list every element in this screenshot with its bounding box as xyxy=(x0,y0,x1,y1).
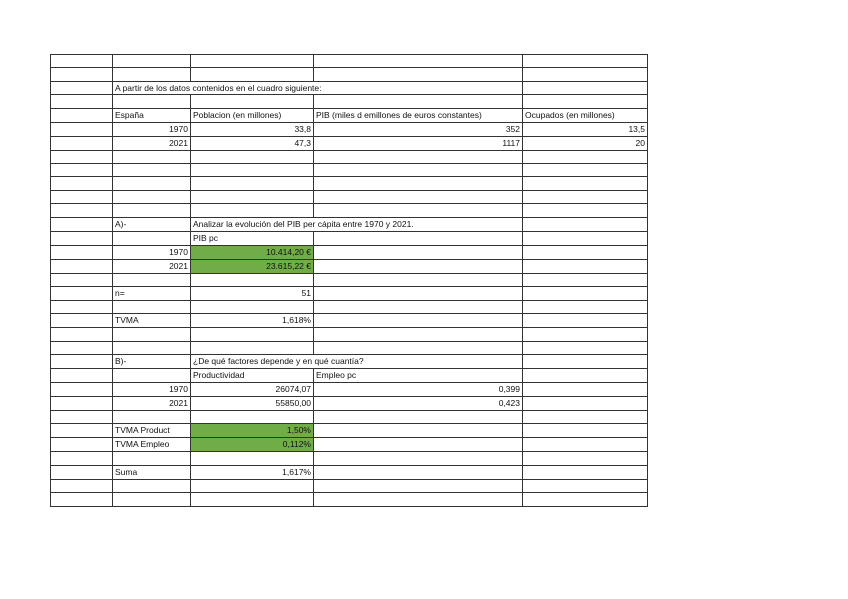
poblacion-cell[interactable]: 33,8 xyxy=(191,122,314,136)
cell[interactable] xyxy=(314,465,523,479)
cell[interactable] xyxy=(51,397,113,411)
cell[interactable] xyxy=(51,108,113,122)
cell[interactable] xyxy=(113,204,191,217)
cell[interactable] xyxy=(523,452,648,465)
cell[interactable] xyxy=(523,479,648,492)
cell[interactable] xyxy=(51,465,113,479)
cell[interactable] xyxy=(51,452,113,465)
cell[interactable] xyxy=(523,81,648,94)
cell[interactable] xyxy=(523,341,648,354)
cell[interactable] xyxy=(191,493,314,506)
tvma-empleo-label[interactable]: TVMA Empleo xyxy=(113,438,191,452)
question-a-cell[interactable] xyxy=(191,217,414,231)
cell[interactable] xyxy=(113,68,191,81)
cell[interactable] xyxy=(314,204,523,217)
cell[interactable] xyxy=(523,397,648,411)
cell[interactable] xyxy=(113,150,191,163)
suma-value[interactable]: 1,617% xyxy=(191,465,314,479)
cell[interactable] xyxy=(523,383,648,397)
cell[interactable] xyxy=(523,55,648,68)
cell[interactable] xyxy=(113,190,191,203)
header-ocupados[interactable]: Ocupados (en millones) xyxy=(523,108,648,122)
cell[interactable] xyxy=(191,190,314,203)
pib-cell[interactable]: 1117 xyxy=(314,136,523,150)
spreadsheet-grid xyxy=(50,54,648,507)
cell[interactable] xyxy=(314,68,523,81)
cell[interactable] xyxy=(51,81,113,94)
cell[interactable] xyxy=(314,259,523,273)
productividad-header[interactable]: Productividad xyxy=(191,369,314,383)
cell[interactable] xyxy=(113,452,191,465)
header-poblacion[interactable]: Poblacion (en millones) xyxy=(191,108,314,122)
table-row xyxy=(51,245,648,259)
cell[interactable] xyxy=(51,68,113,81)
poblacion-cell[interactable]: 47,3 xyxy=(191,136,314,150)
cell[interactable] xyxy=(523,217,648,231)
cell[interactable] xyxy=(51,286,113,300)
ocupados-cell[interactable]: 13,5 xyxy=(523,122,648,136)
cell[interactable] xyxy=(191,163,314,176)
cell[interactable] xyxy=(191,328,314,341)
cell[interactable] xyxy=(191,55,314,68)
cell[interactable] xyxy=(523,355,648,369)
intro-text-cell[interactable] xyxy=(113,81,322,94)
cell[interactable] xyxy=(314,452,523,465)
cell[interactable] xyxy=(191,273,314,286)
cell[interactable] xyxy=(191,341,314,354)
sheet-row xyxy=(51,231,648,245)
sheet-row xyxy=(51,150,648,163)
cell[interactable] xyxy=(191,479,314,492)
pib-pc-value[interactable]: 23.615,22 € xyxy=(191,259,314,273)
sheet-row xyxy=(51,95,648,108)
pib-pc-header[interactable]: PIB pc xyxy=(191,231,314,245)
section-a-label[interactable]: A)- xyxy=(113,217,191,231)
cell[interactable] xyxy=(523,493,648,506)
sheet-row xyxy=(51,190,648,203)
year-cell[interactable]: 2021 xyxy=(113,397,191,411)
cell[interactable] xyxy=(191,68,314,81)
cell[interactable] xyxy=(523,369,648,383)
year-cell[interactable]: 2021 xyxy=(113,136,191,150)
tvma-product-value[interactable]: 1,50% xyxy=(191,424,314,438)
sheet-row xyxy=(51,369,648,383)
cell[interactable] xyxy=(51,479,113,492)
table-row xyxy=(51,383,648,397)
cell[interactable] xyxy=(51,217,113,231)
cell[interactable] xyxy=(523,411,648,424)
cell[interactable] xyxy=(523,68,648,81)
cell[interactable] xyxy=(51,231,113,245)
sheet-row xyxy=(51,424,648,438)
cell[interactable] xyxy=(51,190,113,203)
cell[interactable] xyxy=(314,411,523,424)
sheet-row xyxy=(51,286,648,300)
sheet-row xyxy=(51,204,648,217)
tvma-empleo-value[interactable]: 0,112% xyxy=(191,438,314,452)
cell[interactable] xyxy=(51,259,113,273)
sheet-row xyxy=(51,493,648,506)
sheet-row xyxy=(51,341,648,354)
sheet-row xyxy=(51,314,648,328)
cell[interactable] xyxy=(523,95,648,108)
year-cell[interactable]: 1970 xyxy=(113,383,191,397)
cell[interactable] xyxy=(51,438,113,452)
cell[interactable] xyxy=(314,479,523,492)
productividad-cell[interactable]: 26074,07 xyxy=(191,383,314,397)
cell[interactable] xyxy=(314,328,523,341)
n-label[interactable]: n= xyxy=(113,286,191,300)
cell[interactable] xyxy=(523,465,648,479)
sheet-row xyxy=(51,438,648,452)
empleo-cell[interactable]: 0,423 xyxy=(314,397,523,411)
cell[interactable] xyxy=(113,411,191,424)
cell[interactable] xyxy=(191,204,314,217)
cell[interactable] xyxy=(314,190,523,203)
sheet-row xyxy=(51,452,648,465)
cell[interactable] xyxy=(523,286,648,300)
ocupados-cell[interactable]: 20 xyxy=(523,136,648,150)
cell[interactable] xyxy=(51,245,113,259)
cell[interactable] xyxy=(113,273,191,286)
table-row xyxy=(51,136,648,150)
year-cell[interactable]: 2021 xyxy=(113,259,191,273)
cell[interactable] xyxy=(51,355,113,369)
cell[interactable] xyxy=(314,424,523,438)
cell[interactable] xyxy=(113,55,191,68)
cell[interactable] xyxy=(51,383,113,397)
section-b-label[interactable]: B)- xyxy=(113,355,191,369)
cell[interactable] xyxy=(314,314,523,328)
productividad-cell[interactable]: 55850,00 xyxy=(191,397,314,411)
sheet-row xyxy=(51,177,648,190)
question-b-text: ¿De qué factores depende y en qué cuantía? xyxy=(193,356,364,367)
cell[interactable] xyxy=(523,300,648,313)
cell[interactable] xyxy=(113,479,191,492)
intro-text: A partir de los datos contenidos en el cuadro siguiente: xyxy=(115,82,322,93)
cell[interactable] xyxy=(314,163,523,176)
cell[interactable] xyxy=(191,411,314,424)
cell[interactable] xyxy=(113,341,191,354)
cell[interactable] xyxy=(523,231,648,245)
cell[interactable] xyxy=(113,163,191,176)
cell[interactable] xyxy=(314,95,523,108)
tvma-label[interactable]: TVMA xyxy=(113,314,191,328)
cell[interactable] xyxy=(51,314,113,328)
cell[interactable] xyxy=(51,300,113,313)
sheet-row xyxy=(51,68,648,81)
cell[interactable] xyxy=(113,300,191,313)
cell[interactable] xyxy=(314,286,523,300)
sheet-row xyxy=(51,479,648,492)
pib-cell[interactable]: 352 xyxy=(314,122,523,136)
cell[interactable] xyxy=(523,190,648,203)
cell[interactable] xyxy=(314,341,523,354)
cell[interactable] xyxy=(314,300,523,313)
cell[interactable] xyxy=(191,177,314,190)
header-pib[interactable]: PIB (miles d emillones de euros constantes) xyxy=(314,108,523,122)
cell[interactable] xyxy=(314,55,523,68)
cell[interactable] xyxy=(314,81,523,94)
sheet-row xyxy=(51,81,648,94)
sheet-row xyxy=(51,355,648,369)
sheet-row xyxy=(51,217,648,231)
header-espana[interactable]: España xyxy=(113,108,191,122)
question-a-text: Analizar la evolución del PIB per cápita entre 1970 y 2021. xyxy=(193,218,414,229)
sheet-row xyxy=(51,465,648,479)
question-b-cell[interactable] xyxy=(191,355,364,369)
tvma-product-label[interactable]: TVMA Product xyxy=(113,424,191,438)
cell[interactable] xyxy=(51,95,113,108)
cell[interactable] xyxy=(314,177,523,190)
cell[interactable] xyxy=(523,314,648,328)
cell[interactable] xyxy=(51,150,113,163)
cell[interactable] xyxy=(51,341,113,354)
cell[interactable] xyxy=(314,438,523,452)
cell[interactable] xyxy=(113,493,191,506)
header-row xyxy=(51,108,648,122)
cell[interactable] xyxy=(51,177,113,190)
cell[interactable] xyxy=(314,150,523,163)
cell[interactable] xyxy=(51,55,113,68)
cell[interactable] xyxy=(51,328,113,341)
cell[interactable] xyxy=(523,273,648,286)
sheet-row xyxy=(51,328,648,341)
cell[interactable] xyxy=(51,163,113,176)
sheet-row xyxy=(51,300,648,313)
pib-pc-value[interactable]: 10.414,20 € xyxy=(191,245,314,259)
cell[interactable] xyxy=(51,424,113,438)
year-cell[interactable]: 1970 xyxy=(113,122,191,136)
sheet-row xyxy=(51,55,648,68)
year-cell[interactable]: 1970 xyxy=(113,245,191,259)
table-row xyxy=(51,259,648,273)
cell[interactable] xyxy=(113,177,191,190)
cell[interactable] xyxy=(51,369,113,383)
cell[interactable] xyxy=(113,231,191,245)
cell[interactable] xyxy=(523,204,648,217)
cell[interactable] xyxy=(113,369,191,383)
sheet-row xyxy=(51,163,648,176)
cell[interactable] xyxy=(51,273,113,286)
sheet-row xyxy=(51,273,648,286)
cell[interactable] xyxy=(113,95,191,108)
cell[interactable] xyxy=(314,273,523,286)
cell[interactable] xyxy=(523,259,648,273)
sheet-row xyxy=(51,411,648,424)
cell[interactable] xyxy=(51,204,113,217)
n-value[interactable]: 51 xyxy=(191,286,314,300)
suma-label[interactable]: Suma xyxy=(113,465,191,479)
cell[interactable] xyxy=(314,493,523,506)
cell[interactable] xyxy=(113,328,191,341)
cell[interactable] xyxy=(51,493,113,506)
cell[interactable] xyxy=(314,245,523,259)
table-row xyxy=(51,397,648,411)
cell[interactable] xyxy=(523,177,648,190)
cell[interactable] xyxy=(523,150,648,163)
empleo-cell[interactable]: 0,399 xyxy=(314,383,523,397)
cell[interactable] xyxy=(191,150,314,163)
cell[interactable] xyxy=(51,411,113,424)
cell[interactable] xyxy=(314,231,523,245)
cell[interactable] xyxy=(523,424,648,438)
cell[interactable] xyxy=(523,163,648,176)
cell[interactable] xyxy=(191,300,314,313)
table-row xyxy=(51,122,648,136)
cell[interactable] xyxy=(51,122,113,136)
cell[interactable] xyxy=(191,95,314,108)
cell[interactable] xyxy=(523,245,648,259)
tvma-value[interactable]: 1,618% xyxy=(191,314,314,328)
cell[interactable] xyxy=(523,328,648,341)
cell[interactable] xyxy=(523,438,648,452)
empleo-header[interactable]: Empleo pc xyxy=(314,369,523,383)
cell[interactable] xyxy=(51,136,113,150)
cell[interactable] xyxy=(191,452,314,465)
